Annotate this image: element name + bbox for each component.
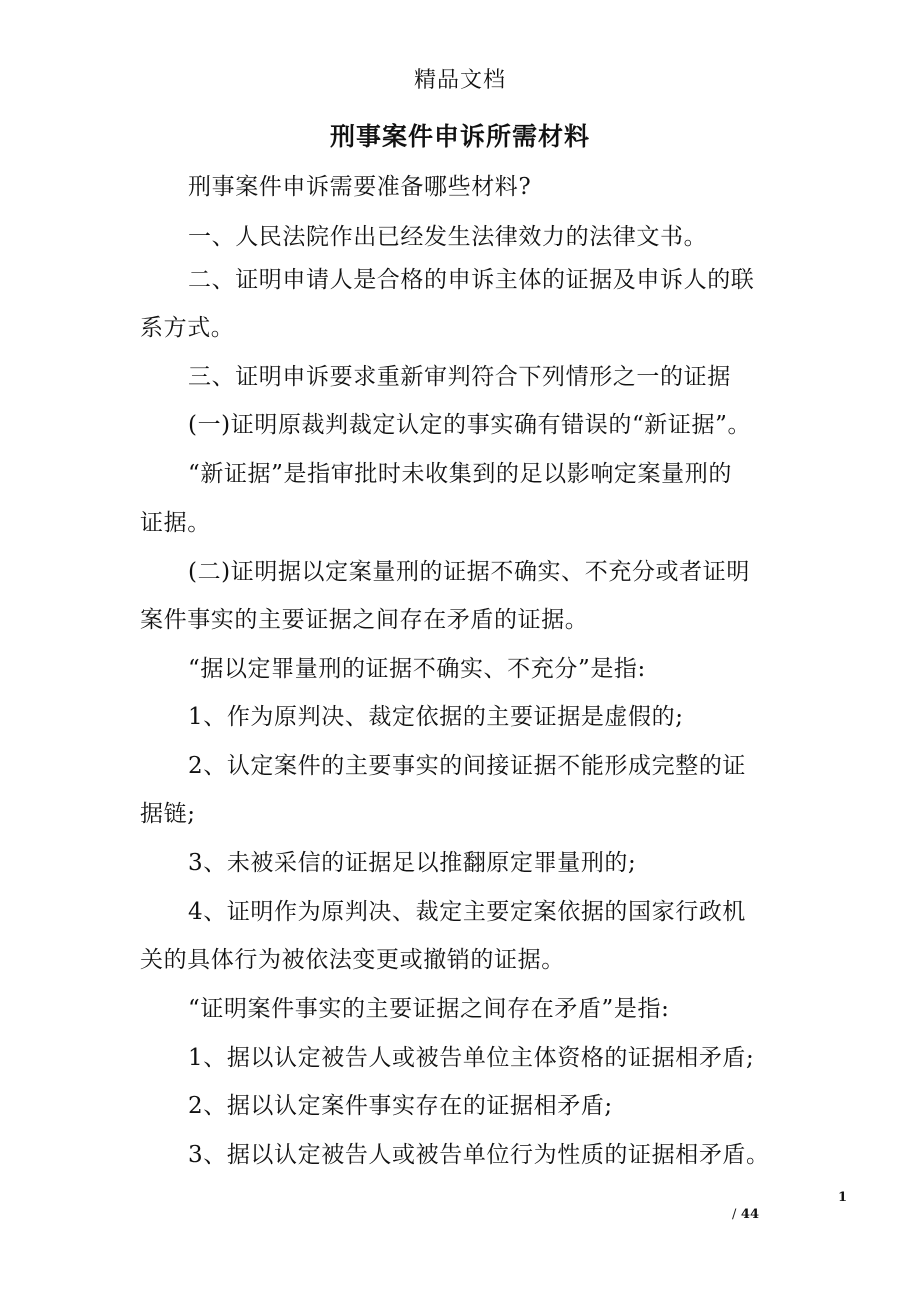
text-line: “新证据”是指审批时未收集到的足以影响定案量刑的 [188,461,732,487]
text-line: 2、认定案件的主要事实的间接证据不能形成完整的证 [188,753,747,779]
document-title: 刑事案件申诉所需材料 [329,122,590,151]
text-line: 案件事实的主要证据之间存在矛盾的证据。 [140,607,589,633]
page-total [732,1207,759,1222]
text-line: 一、人民法院作出已经发生法律效力的法律文书。 [188,224,708,250]
text-line: “据以定罪量刑的证据不确实、不充分”是指: [188,656,646,682]
total-pages: 44 [740,1207,760,1222]
text-line: 三、证明申诉要求重新审判符合下列情形之一的证据 [188,364,731,390]
text-line: 二、证明申请人是合格的申诉主体的证据及申诉人的联 [188,267,755,293]
text-line: 4、证明作为原判决、裁定主要定案依据的国家行政机 [188,899,747,925]
text-line: 证据。 [140,510,211,536]
text-line: 据链; [140,801,196,827]
page-separator: / [732,1207,737,1222]
text-line: 3、据以认定被告人或被告单位行为性质的证据相矛盾。 [188,1142,770,1168]
text-line: 系方式。 [140,315,235,341]
text-line: (一)证明原裁判裁定认定的事实确有错误的“新证据”。 [188,412,752,438]
text-line: 1、作为原判决、裁定依据的主要证据是虚假的; [188,704,684,730]
text-line: 刑事案件申诉需要准备哪些材料? [188,174,532,200]
page-number: 1 [838,1190,848,1205]
text-line: (二)证明据以定案量刑的证据不确实、不充分或者证明 [188,559,750,585]
text-line: “证明案件事实的主要证据之间存在矛盾”是指: [188,996,670,1022]
text-line: 关的具体行为被依法变更或撤销的证据。 [140,947,565,973]
text-line: 3、未被采信的证据足以推翻原定罪量刑的; [188,850,637,876]
page-header: 精品文档 [413,68,506,93]
text-line: 1、据以认定被告人或被告单位主体资格的证据相矛盾; [188,1045,755,1071]
text-line: 2、据以认定案件事实存在的证据相矛盾; [188,1093,613,1119]
